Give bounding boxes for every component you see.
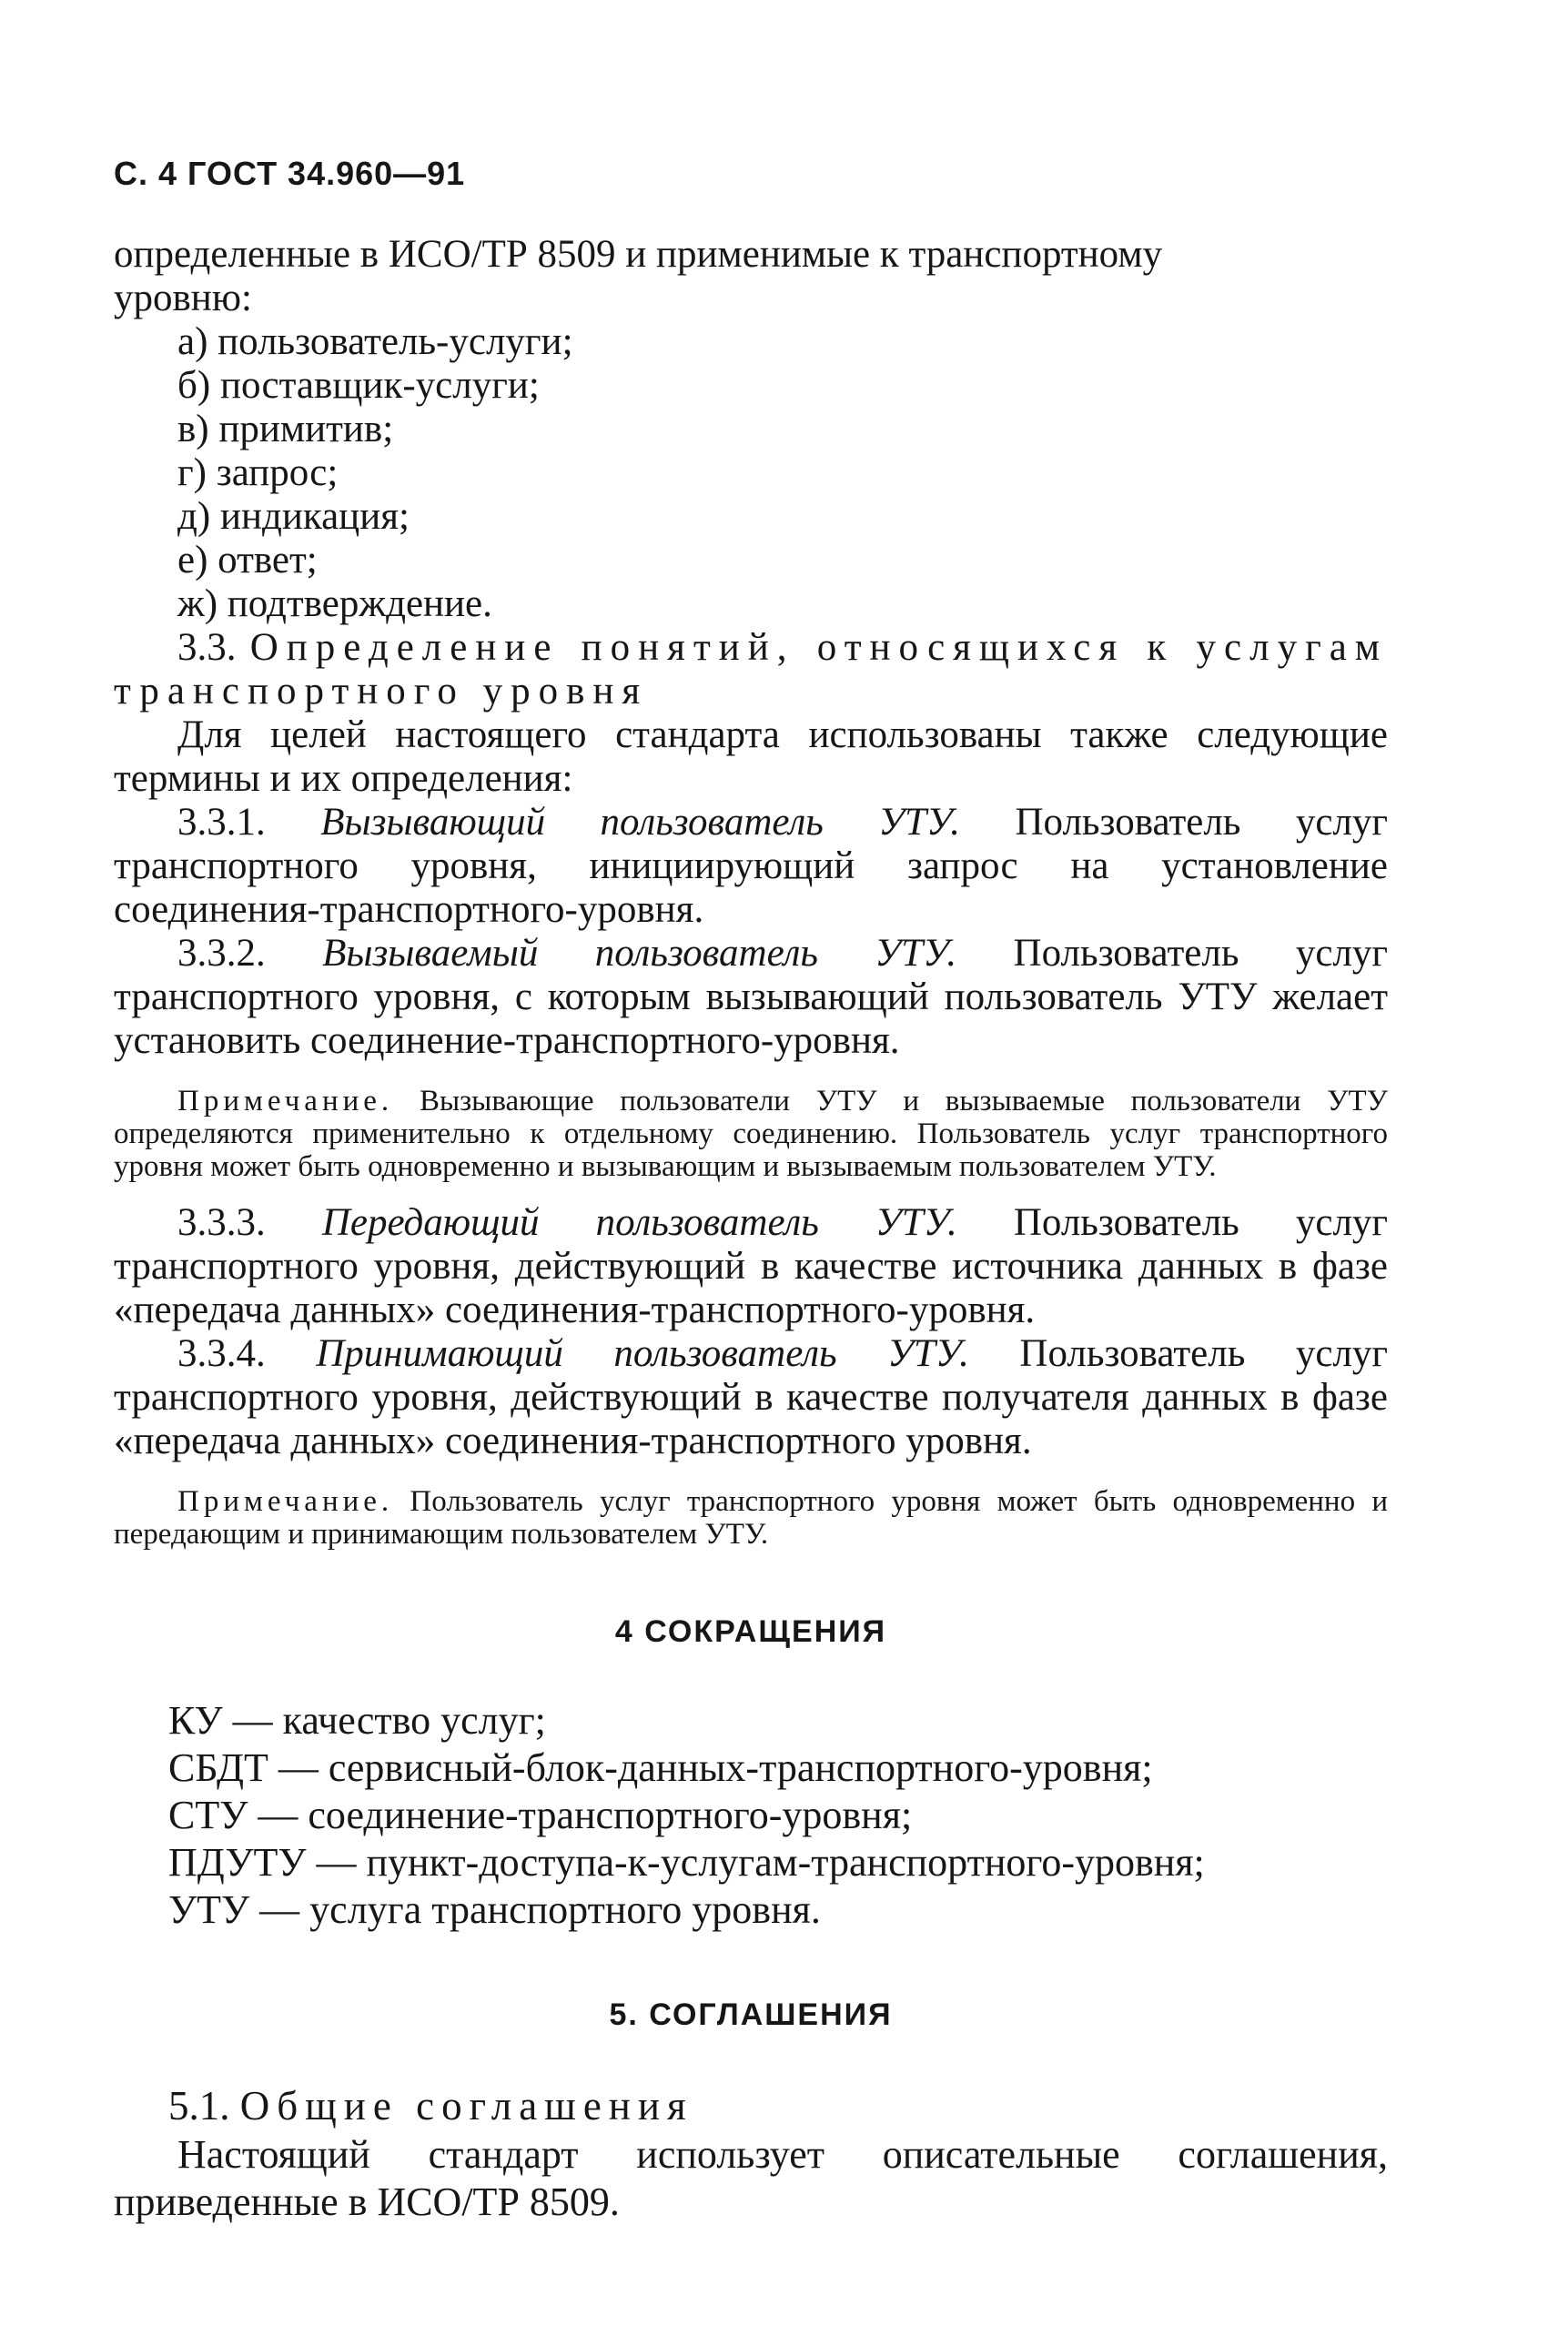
section-3-3-heading bbox=[114, 626, 1388, 713]
list-item: б) поставщик-услуги; bbox=[177, 364, 540, 407]
abbreviation-item: ПДУТУ — пункт-доступа-к-услугам-транспортного-уровня; bbox=[168, 1840, 1205, 1885]
intro-line bbox=[114, 233, 1388, 320]
definition-text: Пользователь услуг транспортного уровня, инициирующий запрос на установление соединения-транспортного-уровня. bbox=[114, 801, 1389, 931]
definition-number: 3.3.1. bbox=[177, 801, 266, 844]
intro-line-2: уровню: bbox=[114, 277, 252, 319]
list-item: ж) подтверждение. bbox=[177, 582, 492, 625]
definition-number: 3.3.2. bbox=[177, 932, 266, 975]
note-label: Примечание. bbox=[177, 1485, 394, 1518]
abbreviation-item: СТУ — соединение-транспортного-уровня; bbox=[168, 1793, 913, 1837]
section-5-1-text: Настоящий стандарт использует описательные соглашения, приведенные в ИСО/ТР 8509. bbox=[114, 2132, 1388, 2224]
note-1 bbox=[114, 1085, 1388, 1183]
note-label: Примечание. bbox=[177, 1085, 394, 1117]
abbreviations-list bbox=[114, 1697, 1388, 1934]
section-5-1-heading bbox=[114, 2080, 1388, 2131]
section-4-heading: 4 СОКРАЩЕНИЯ bbox=[614, 1614, 887, 1649]
definition-number: 3.3.3. bbox=[177, 1201, 266, 1244]
definitions-list bbox=[114, 320, 1388, 626]
list-item: е) ответ; bbox=[177, 539, 318, 581]
note-text: Вызывающие пользователи УТУ и вызываемые пользователи УТУ определяются применительно к отдельному соединению. Пользователь услуг транспортного уровня может быть одновременно и вызывающим и вызываемым пользователем УТУ. bbox=[114, 1085, 1388, 1183]
abbreviation-item: СБДТ — сервисный-блок-данных-транспортного-уровня; bbox=[168, 1745, 1153, 1790]
list-item: в) примитив; bbox=[177, 408, 394, 450]
abbreviation-item: УТУ — услуга транспортного уровня. bbox=[168, 1887, 821, 1932]
definition-term: Передающий пользователь УТУ. bbox=[321, 1201, 957, 1244]
list-item: г) запрос; bbox=[177, 451, 339, 494]
definition-text: Пользователь услуг транспортного уровня, действующий в качестве получателя данных в фазе «передача данных» соединения-транспортного уровня. bbox=[114, 1332, 1389, 1462]
section-title: Общие соглашения bbox=[239, 2083, 693, 2129]
list-item: д) индикация; bbox=[177, 495, 410, 538]
definition-text: Пользователь услуг транспортного уровня, действующий в качестве источника данных в фазе «передача данных» соединения-транспортного-уровня. bbox=[114, 1201, 1389, 1331]
definition-3-3-2 bbox=[114, 932, 1388, 1063]
section-number: 5.1. bbox=[168, 2083, 230, 2129]
definition-term: Вызываемый пользователь УТУ. bbox=[322, 932, 957, 975]
section-3-3-intro: Для целей настоящего стандарта использованы также следующие термины и их определения: bbox=[114, 713, 1388, 800]
definition-text: Пользователь услуг транспортного уровня, с которым вызывающий пользователь УТУ желает установить соединение-транспортного-уровня. bbox=[114, 932, 1389, 1062]
definition-3-3-3 bbox=[114, 1201, 1388, 1332]
definition-term: Вызывающий пользователь УТУ. bbox=[320, 801, 961, 844]
definition-term: Принимающий пользователь УТУ. bbox=[316, 1332, 969, 1375]
intro-line-1: определенные в ИСО/ТР 8509 и применимые к транспортному bbox=[114, 233, 1163, 276]
definition-3-3-1 bbox=[114, 801, 1388, 932]
note-2 bbox=[114, 1485, 1388, 1551]
definition-3-3-4 bbox=[114, 1332, 1388, 1463]
section-5-heading: 5. СОГЛАШЕНИЯ bbox=[609, 1997, 893, 2032]
section-title: Определение понятий, относящихся к услугам транспортного уровня bbox=[114, 626, 1388, 713]
abbreviation-item: КУ — качество услуг; bbox=[168, 1698, 546, 1743]
note-text: Пользователь услуг транспортного уровня может быть одновременно и передающим и принимающим пользователем УТУ. bbox=[114, 1485, 1388, 1551]
section-number: 3.3. bbox=[177, 626, 237, 669]
list-item: а) пользователь-услуги; bbox=[177, 320, 573, 363]
definition-number: 3.3.4. bbox=[177, 1332, 266, 1375]
document-page bbox=[114, 155, 1388, 2226]
page-header: С. 4 ГОСТ 34.960—91 bbox=[114, 155, 466, 192]
